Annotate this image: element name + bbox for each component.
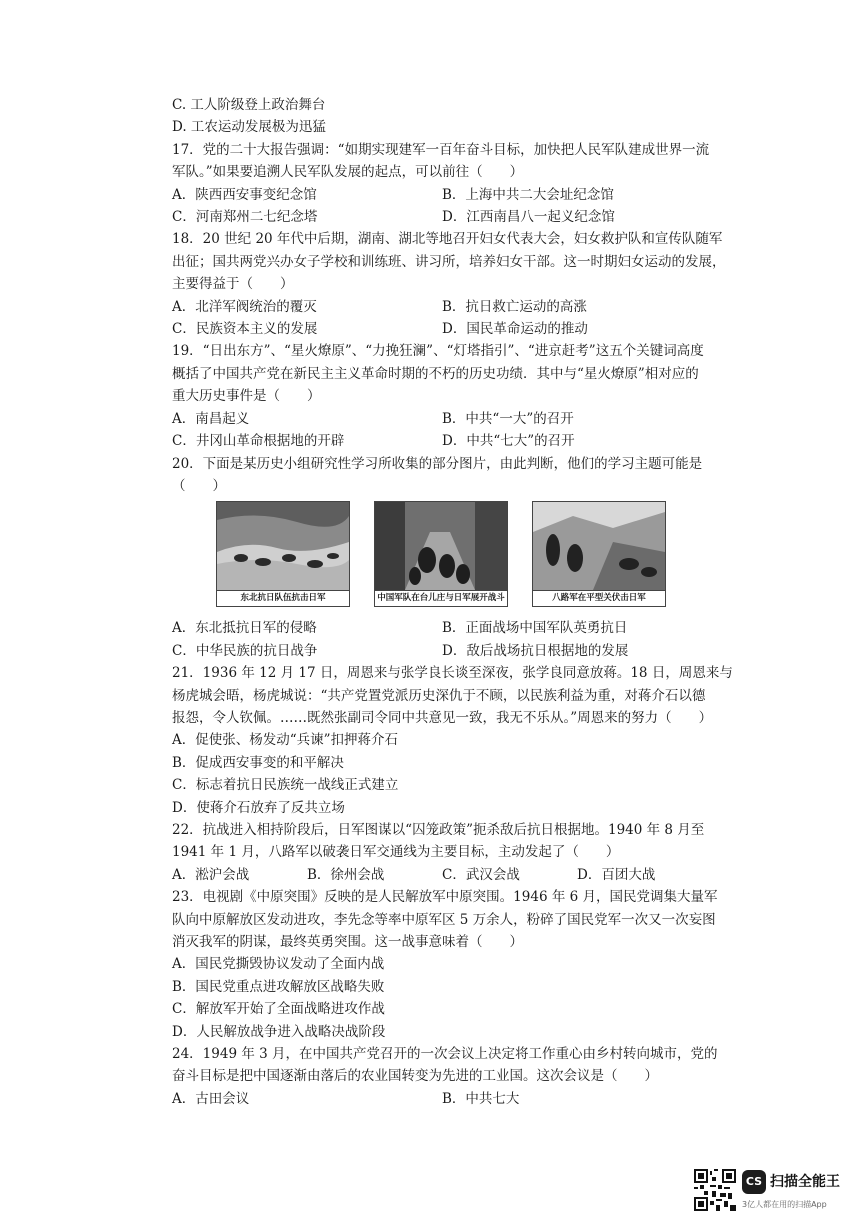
- q21-stem-line3: 报怨，令人钦佩。……既然张副司令同中共意见一致，我无不乐从。”周恩来的努力（ ）: [172, 709, 713, 726]
- q17-stem-line2: 军队。”如果要追溯人民军队发展的起点，可以前往（ ）: [172, 164, 524, 181]
- q23-option-b: B．国民党重点进攻解放区战略失败: [172, 978, 385, 995]
- q18-option-d: D．国民革命运动的推动: [442, 321, 588, 338]
- q22-option-b: B．徐州会战: [307, 866, 385, 883]
- q19-option-b: B．中共“一大”的召开: [442, 410, 574, 427]
- q23-stem-line1: 23．电视剧《中原突围》反映的是人民解放军中原突围。1946 年 6 月，国民党调集大量军: [172, 889, 718, 906]
- q16-option-c: C. 工人阶级登上政治舞台: [172, 97, 326, 113]
- q22-option-c: C．武汉会战: [442, 866, 520, 883]
- q21-option-a: A．促使张、杨发动“兵谏”扣押蒋介石: [172, 732, 399, 749]
- q23-stem-line2: 队向中原解放区发动进攻，李先念等率中原军区 5 万余人，粉碎了国民党军一次又一次妄图: [172, 911, 716, 928]
- q18-options-cd: [172, 318, 712, 340]
- qr-code-icon: [694, 1169, 736, 1211]
- q20-option-b: B．正面战场中国军队英勇抗日: [442, 620, 628, 637]
- q19-stem-line2: 概括了中国共产党在新民主主义革命时期的不朽的历史功绩．其中与“星火燎原”相对应的: [172, 365, 699, 382]
- q23-option-d: D．人民解放战争进入战略决战阶段: [172, 1023, 386, 1040]
- q18-stem-line3: 主要得益于（ ）: [172, 276, 294, 293]
- scanner-brand-name: 扫描全能王: [770, 1174, 840, 1190]
- scanner-watermark: [694, 1166, 854, 1216]
- q17-option-c: C．河南郑州二七纪念塔: [172, 209, 318, 226]
- q24-option-b: B．中共七大: [442, 1090, 520, 1107]
- q19-stem-line3: 重大历史事件是（ ）: [172, 388, 321, 405]
- q17-option-b: B．上海中共二大会址纪念馆: [442, 186, 614, 203]
- question-list: [172, 94, 733, 1110]
- q17-option-d: D．江西南昌八一起义纪念馆: [442, 209, 615, 226]
- q18-option-c: C．民族资本主义的发展: [172, 321, 318, 338]
- q18-option-a: A．北洋军阀统治的覆灭: [172, 298, 317, 315]
- photo-ambush: [533, 502, 665, 590]
- scanner-slogan: 3亿人都在用的扫描App: [742, 1200, 827, 1209]
- q22-stem-line1: 22．抗战进入相持阶段后，日军图谋以“囚笼政策”扼杀敌后抗日根据地。1940 年 8 月至: [172, 821, 705, 838]
- q22-option-d: D．百团大战: [577, 866, 656, 883]
- q19-options-ab: [172, 408, 712, 430]
- q23-option-c: C．解放军开始了全面战略进攻作战: [172, 1001, 385, 1018]
- q24-option-a: A．古田会议: [172, 1090, 250, 1107]
- q23-option-a: A．国民党撕毁协议发动了全面内战: [172, 956, 385, 973]
- q22-option-a: A．淞沪会战: [172, 866, 250, 883]
- q20-options-ab: [172, 617, 712, 639]
- q18-options-ab: [172, 296, 712, 318]
- q17-option-a: A．陕西西安事变纪念馆: [172, 186, 317, 203]
- q18-stem-line2: 出征；国共两党兴办女子学校和训练班、讲习所，培养妇女干部。这一时期妇女运动的发展，: [172, 253, 726, 270]
- photo-caption-2: 中国军队在台儿庄与日军展开战斗: [375, 590, 507, 606]
- q24-options-ab: [172, 1088, 712, 1110]
- q23-stem-line3: 消灭我军的阴谋，最终英勇突围。这一战事意味着（ ）: [172, 934, 523, 950]
- photo-soldiers-snow: [217, 502, 349, 590]
- q20-photo-2: [374, 501, 508, 607]
- q22-stem-line2: 1941 年 1 月，八路军以破袭日军交通线为主要目标，主动发起了（ ）: [172, 844, 620, 861]
- q16-option-d: D. 工农运动发展极为迅猛: [172, 119, 326, 136]
- q17-stem-line1: 17．党的二十大报告强调：“如期实现建军一百年奋斗目标，加快把人民军队建成世界一流: [172, 141, 710, 158]
- q24-stem-line2: 奋斗目标是把中国逐渐由落后的农业国转变为先进的工业国。这次会议是（ ）: [172, 1068, 658, 1085]
- q20-stem-line2: （ ）: [172, 477, 226, 494]
- photo-caption-1: 东北抗日队伍抗击日军: [217, 590, 349, 606]
- q20-photo-3: [532, 501, 666, 607]
- q19-options-cd: [172, 430, 712, 452]
- q20-stem-line1: 20．下面是某历史小组研究性学习所收集的部分图片，由此判断，他们的学习主题可能是: [172, 455, 703, 472]
- q19-option-a: A．南昌起义: [172, 410, 250, 427]
- q19-stem-line1: 19．“日出东方”、“星火燎原”、“力挽狂澜”、“灯塔指引”、“进京赶考”这五个关键词高度: [172, 343, 704, 360]
- q18-stem-line1: 18．20 世纪 20 年代中后期，湖南、湖北等地召开妇女代表大会，妇女救护队和宣传队随军: [172, 231, 723, 248]
- q17-options-ab: [172, 184, 712, 206]
- q20-photo-1: [216, 501, 350, 607]
- q19-option-c: C．井冈山革命根据地的开辟: [172, 433, 345, 450]
- q21-stem-line2: 杨虎城会晤，杨虎城说：“共产党置党派历史深仇于不顾，以民族利益为重，对蒋介石以德: [172, 687, 706, 704]
- q21-stem-line1: 21．1936 年 12 月 17 日，周恩来与张学良长谈至深夜，张学良同意放蒋。18 日，周恩来与: [172, 665, 733, 682]
- camscanner-logo: CS: [742, 1170, 766, 1194]
- q24-stem-line1: 24．1949 年 3 月，在中国共产党召开的一次会议上决定将工作重心由乡村转向城市，党的: [172, 1046, 718, 1063]
- q22-options: [172, 864, 712, 886]
- q17-options-cd: [172, 206, 712, 228]
- photo-street-battle: [375, 502, 507, 590]
- q20-options-cd: [172, 640, 712, 662]
- q20-photo-row: [172, 501, 712, 611]
- q20-option-a: A．东北抵抗日军的侵略: [172, 620, 317, 637]
- q18-option-b: B．抗日救亡运动的高涨: [442, 298, 587, 315]
- q21-option-b: B．促成西安事变的和平解决: [172, 754, 344, 771]
- q21-option-d: D．使蒋介石放弃了反共立场: [172, 799, 345, 816]
- q19-option-d: D．中共“七大”的召开: [442, 433, 575, 450]
- q20-option-d: D．敌后战场抗日根据地的发展: [442, 642, 629, 659]
- photo-caption-3: 八路军在平型关伏击日军: [533, 590, 665, 606]
- q21-option-c: C．标志着抗日民族统一战线正式建立: [172, 777, 399, 794]
- q20-option-c: C．中华民族的抗日战争: [172, 642, 318, 659]
